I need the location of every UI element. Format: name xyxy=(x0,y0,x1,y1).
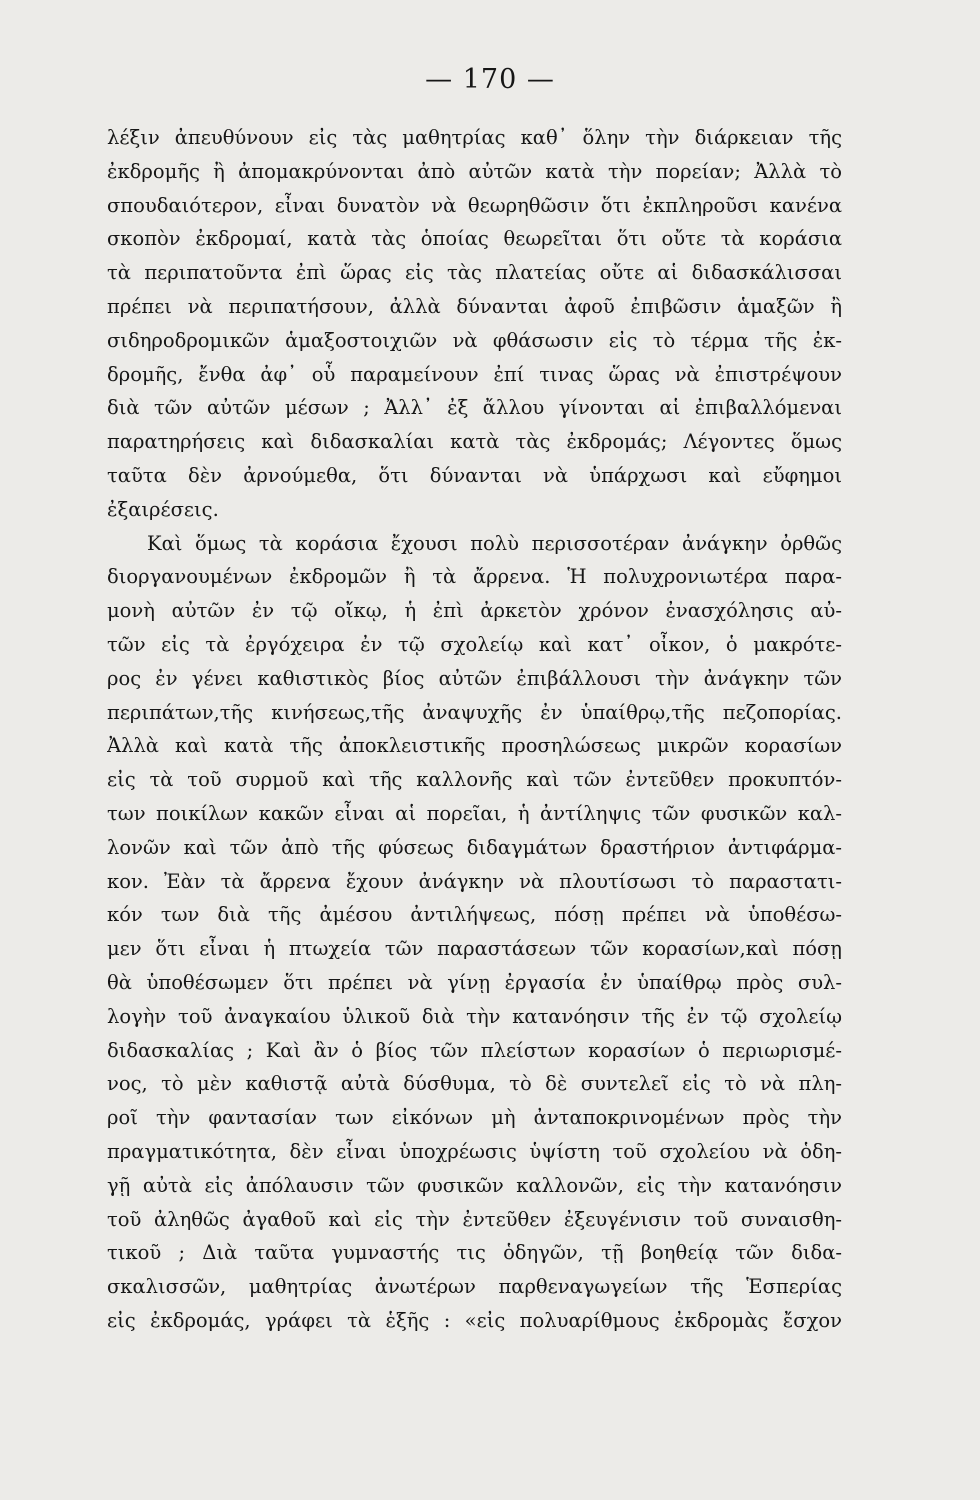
text-line: των ποικίλων κακῶν εἶναι αἱ πορεῖαι, ἡ ἀντίληψις τῶν φυσικῶν καλ- xyxy=(107,801,842,825)
text-line: περιπάτων,τῆς κινήσεως,τῆς ἀναψυχῆς ἐν ὑπαίθρῳ,τῆς πεζοπορίας. xyxy=(107,700,842,724)
text-line: διδασκαλίας ; Καὶ ἂν ὁ βίος τῶν πλείστων κορασίων ὁ περιωρισμέ- xyxy=(107,1038,842,1062)
text-line: διὰ τῶν αὐτῶν μέσων ; Ἀλλ᾽ ἐξ ἄλλου γίνονται αἱ ἐπιβαλλόμεναι xyxy=(107,396,842,420)
text-line: Ἀλλὰ καὶ κατὰ τῆς ἀποκλειστικῆς προσηλώσεως μικρῶν κορασίων xyxy=(107,734,842,758)
text-line: κον. Ἐὰν τὰ ἄρρενα ἔχουν ἀνάγκην νὰ πλουτίσωσι τὸ παραστατι- xyxy=(107,869,842,893)
text-line: νος, τὸ μὲν καθιστᾷ αὐτὰ δύσθυμα, τὸ δὲ συντελεῖ εἰς τὸ νὰ πλη- xyxy=(107,1072,842,1096)
text-line: σπουδαιότερον, εἶναι δυνατὸν νὰ θεωρηθῶσιν ὅτι ἐκπληροῦσι κανένα xyxy=(107,193,842,217)
text-line: σκοπὸν ἐκδρομαί, κατὰ τὰς ὁποίας θεωρεῖται ὅτι οὔτε τὰ κοράσια xyxy=(107,227,842,251)
text-line: σιδηροδρομικῶν ἁμαξοστοιχιῶν νὰ φθάσωσιν εἰς τὸ τέρμα τῆς ἐκ- xyxy=(107,328,842,352)
text-line: λονῶν καὶ τῶν ἀπὸ τῆς φύσεως διδαγμάτων δραστήριον ἀντιφάρμα- xyxy=(107,835,842,859)
text-line: μονὴ αὐτῶν ἐν τῷ οἴκῳ, ἡ ἐπὶ ἀρκετὸν χρόνον ἐνασχόλησις αὐ- xyxy=(107,599,842,623)
text-line: εἰς ἐκδρομάς, γράφει τὰ ἑξῆς : «εἰς πολυαρίθμους ἐκδρομὰς ἔσχον xyxy=(107,1308,842,1332)
text-line: πραγματικότητα, δὲν εἶναι ὑποχρέωσις ὑψίστη τοῦ σχολείου νὰ ὁδη- xyxy=(107,1139,842,1163)
text-line: σκαλισσῶν, μαθητρίας ἀνωτέρων παρθεναγωγείων τῆς Ἑσπερίας xyxy=(107,1275,842,1299)
page-number: — 170 — xyxy=(425,64,555,95)
text-line: μεν ὅτι εἶναι ἡ πτωχεία τῶν παραστάσεων τῶν κορασίων,καὶ πόσῃ xyxy=(107,937,842,961)
text-line: πρέπει νὰ περιπατήσουν, ἀλλὰ δύνανται ἀφοῦ ἐπιβῶσιν ἁμαξῶν ἢ xyxy=(107,294,842,318)
text-line: κόν των διὰ τῆς ἀμέσου ἀντιλήψεως, πόσῃ πρέπει νὰ ὑποθέσω- xyxy=(107,903,842,927)
text-line: τικοῦ ; Διὰ ταῦτα γυμναστής τις ὁδηγῶν, τῇ βοηθείᾳ τῶν διδα- xyxy=(107,1241,842,1265)
text-line: λέξιν ἀπευθύνουν εἰς τὰς μαθητρίας καθ᾽ ὅλην τὴν διάρκειαν τῆς xyxy=(107,126,842,149)
text-line: διοργανουμένων ἐκδρομῶν ἢ τὰ ἄρρενα. Ἡ πολυχρονιωτέρα παρα- xyxy=(107,565,842,589)
text-line: ἐξαιρέσεις. xyxy=(107,497,219,521)
body-text xyxy=(107,121,842,1338)
text-line: ἐκδρομῆς ἢ ἀπομακρύνονται ἀπὸ αὐτῶν κατὰ τὴν πορείαν; Ἀλλὰ τὸ xyxy=(107,159,842,183)
text-line: δρομῆς, ἔνθα ἀφ᾽ οὗ παραμείνουν ἐπί τινας ὥρας νὰ ἐπιστρέψουν xyxy=(107,362,842,386)
text-line: ρος ἐν γένει καθιστικὸς βίος αὐτῶν ἐπιβάλλουσι τὴν ἀνάγκην τῶν xyxy=(107,666,842,690)
text-line: Καὶ ὅμως τὰ κοράσια ἔχουσι πολὺ περισσοτέραν ἀνάγκην ὀρθῶς xyxy=(147,531,842,555)
text-line: ροῖ τὴν φαντασίαν των εἰκόνων μὴ ἀνταποκρινομένων πρὸς τὴν xyxy=(107,1106,842,1130)
text-line: τοῦ ἀληθῶς ἀγαθοῦ καὶ εἰς τὴν ἐντεῦθεν ἐξευγένισιν τοῦ συναισθη- xyxy=(107,1207,842,1231)
text-line: παρατηρήσεις καὶ διδασκαλίαι κατὰ τὰς ἐκδρομάς; Λέγοντες ὅμως xyxy=(107,430,842,454)
text-line: τὰ περιπατοῦντα ἐπὶ ὥρας εἰς τὰς πλατείας οὔτε αἱ διδασκάλισσαι xyxy=(107,261,842,285)
text-line: εἰς τὰ τοῦ συρμοῦ καὶ τῆς καλλονῆς καὶ τῶν ἐντεῦθεν προκυπτόν- xyxy=(107,768,842,792)
text-line: λογὴν τοῦ ἀναγκαίου ὑλικοῦ διὰ τὴν κατανόησιν τῆς ἐν τῷ σχολείῳ xyxy=(107,1004,842,1028)
text-line: γῇ αὐτὰ εἰς ἀπόλαυσιν τῶν φυσικῶν καλλονῶν, εἰς τὴν κατανόησιν xyxy=(107,1173,842,1197)
text-line: τῶν εἰς τὰ ἐργόχειρα ἐν τῷ σχολείῳ καὶ κατ᾽ οἶκον, ὁ μακρότε- xyxy=(107,632,842,656)
text-line: ταῦτα δὲν ἀρνούμεθα, ὅτι δύνανται νὰ ὑπάρχωσι καὶ εὔφημοι xyxy=(107,463,842,487)
text-line: θὰ ὑποθέσωμεν ὅτι πρέπει νὰ γίνῃ ἐργασία ἐν ὑπαίθρῳ πρὸς συλ- xyxy=(107,970,842,994)
